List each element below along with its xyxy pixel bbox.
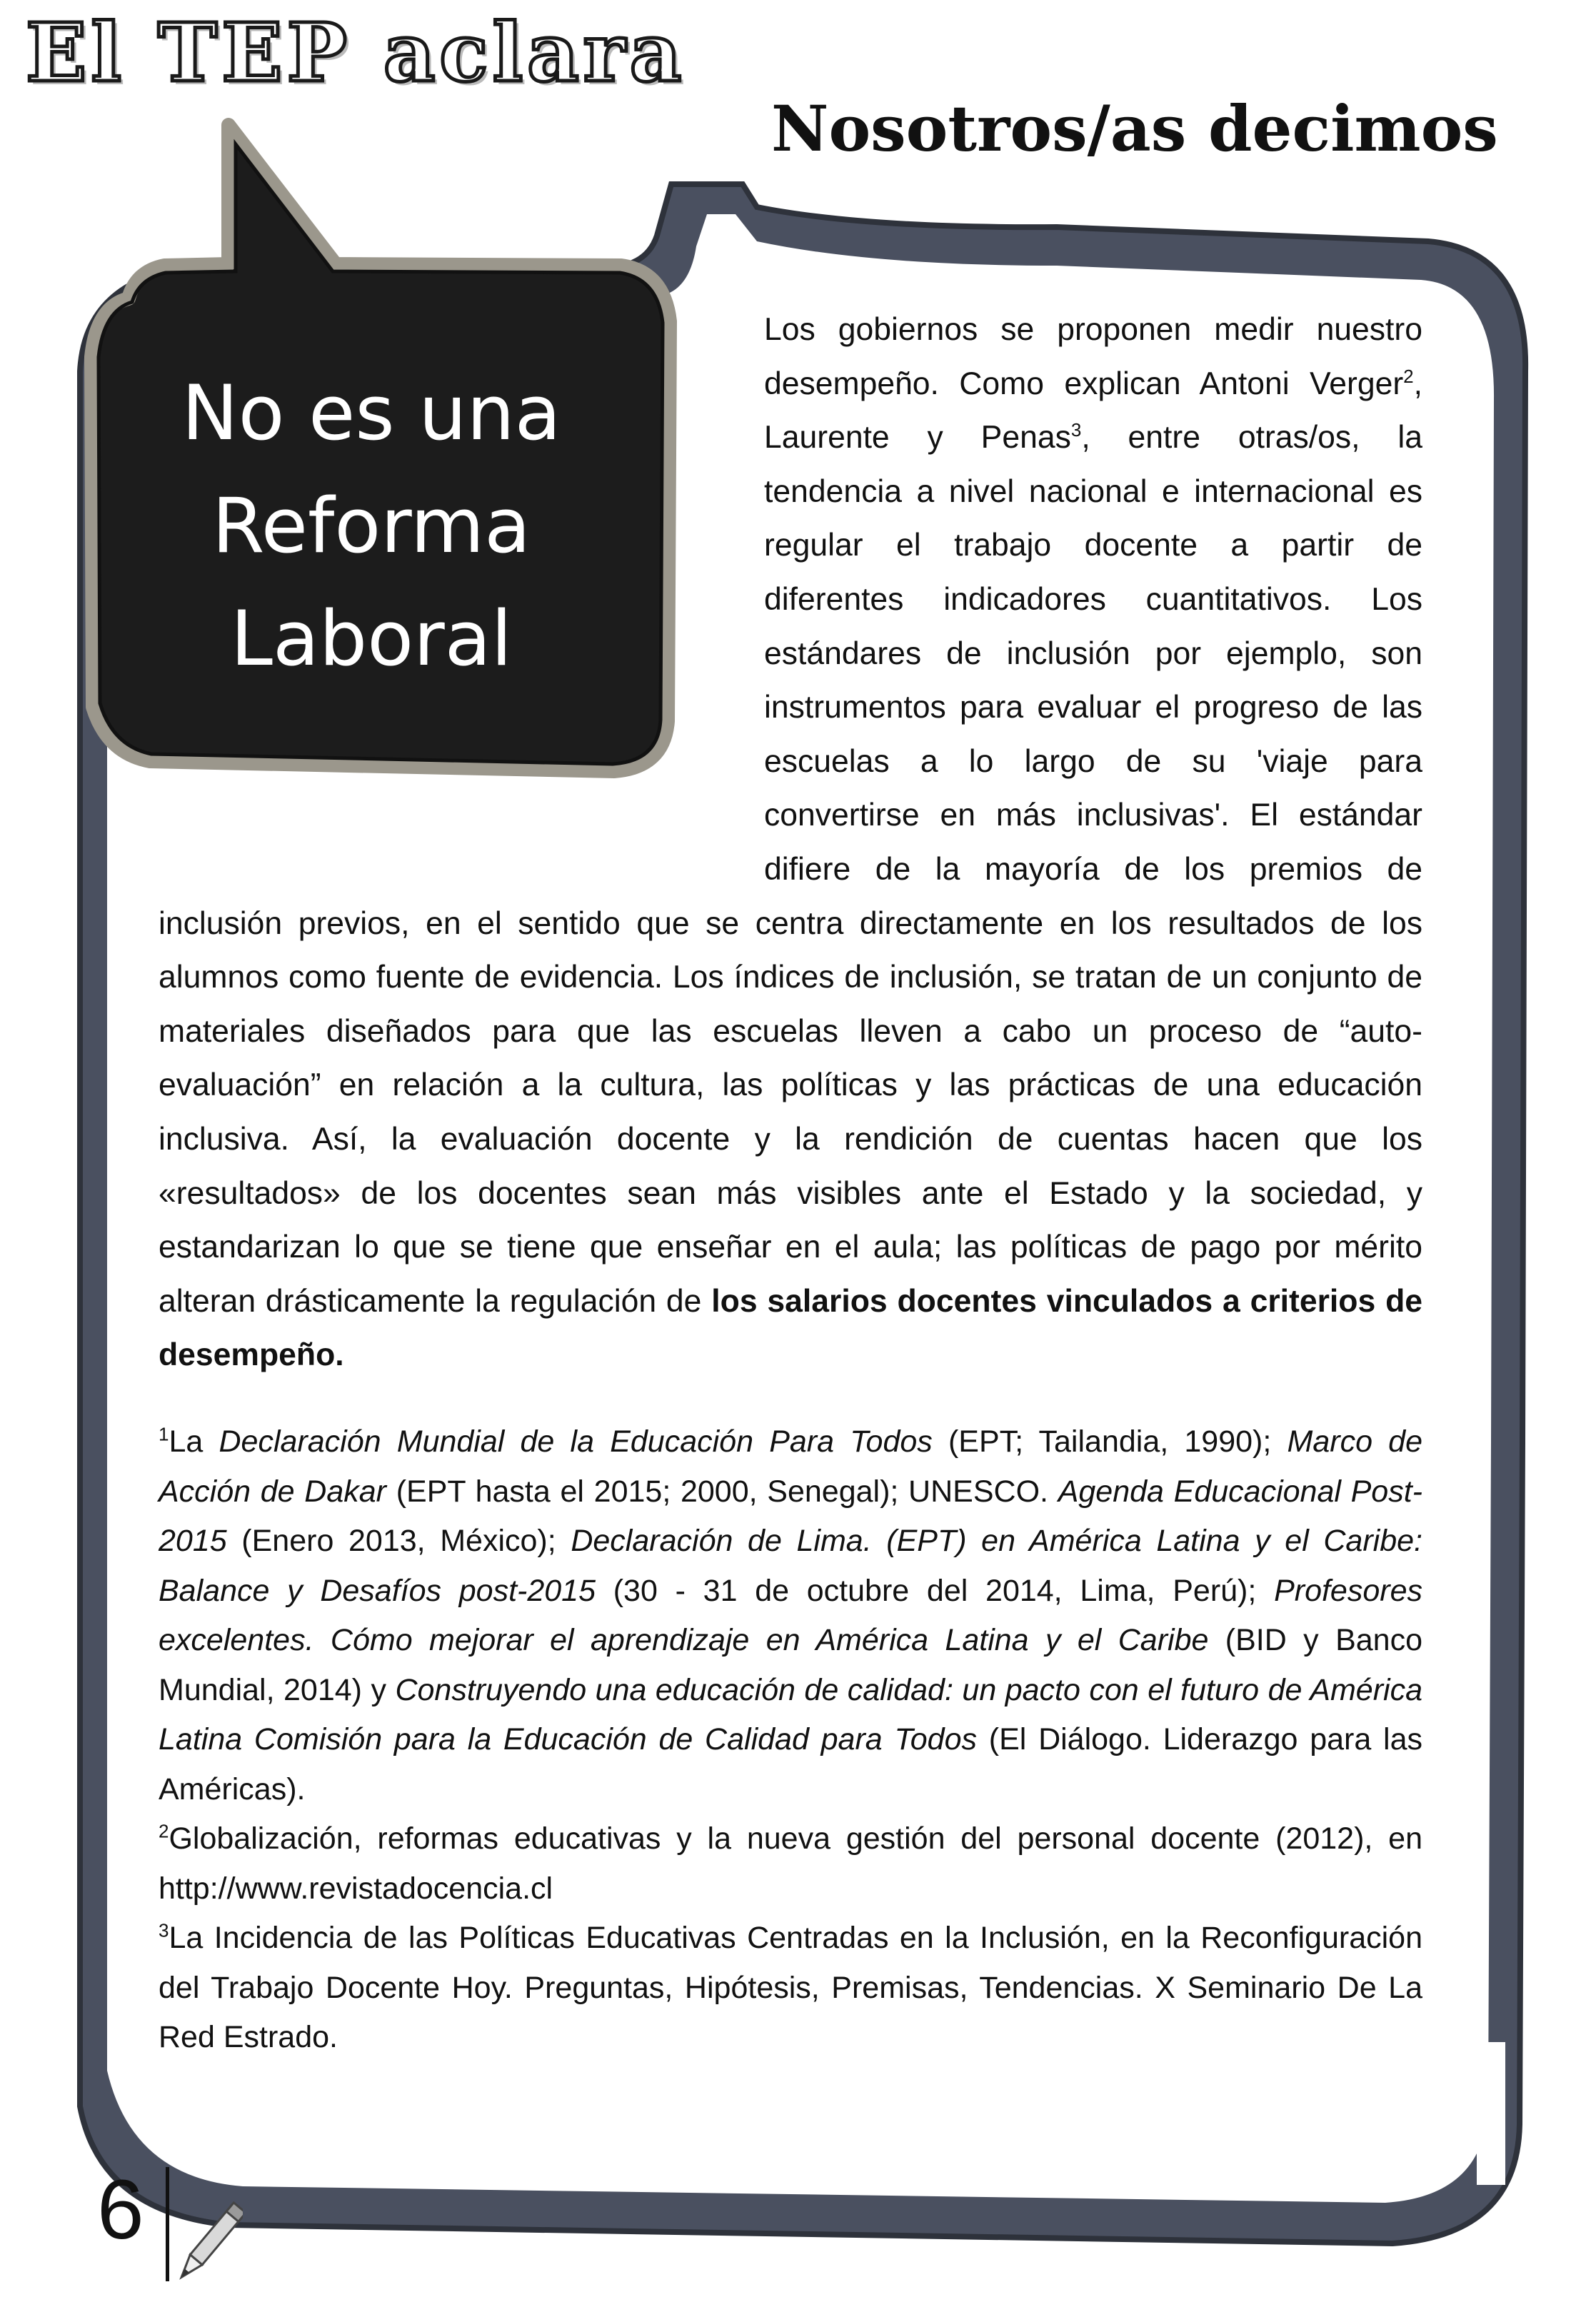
float-spacer: [159, 303, 764, 867]
footnote-text: (El Diálogo. Liderazgo para las Américas).: [159, 1722, 1422, 1806]
article-body: [159, 303, 1422, 1382]
footnote-title: Declaración de Lima. (EPT) en América Latina y el Caribe: Balance y Desafíos post-2015: [159, 1524, 1422, 1608]
article-text: Los gobiernos se proponen medir nuestro desempeño. Como explican Antoni Verger: [764, 312, 1422, 401]
footnote-title: Marco de Acción de Dakar: [159, 1424, 1423, 1509]
footnote-text: (EPT; Tailandia, 1990);: [932, 1424, 1288, 1459]
footnote-text: (BID y Banco Mundial, 2014) y: [159, 1623, 1422, 1707]
footnote-3: [159, 1914, 1422, 2063]
masthead-title: El TEP aclara: [26, 6, 686, 100]
footnote-2: [159, 1814, 1422, 1914]
footnote-title: Construyendo una educación de calidad: un pacto con el futuro de América Latina Comisión para la Educación de Calidad para Todos: [159, 1672, 1422, 1756]
footnote-ref: 3: [1070, 419, 1082, 441]
pencil-icon: [171, 2199, 243, 2292]
footnote-title: Declaración Mundial de la Educación Para Todos: [219, 1424, 933, 1459]
footnote-ref: 2: [1403, 365, 1414, 387]
footnote-title: Agenda Educacional Post-2015: [159, 1474, 1422, 1558]
footnote-text: Globalización, reformas educativas y la nueva gestión del personal docente (2012), en http://www.revistadocencia.cl: [159, 1821, 1422, 1906]
footnote-title: Profesores excelentes. Cómo mejorar el aprendizaje en América Latina y el Caribe: [159, 1573, 1422, 1657]
article-text: , entre otras/os, la tendencia a nivel nacional e internacional es regular el trabajo docente a partir de diferentes indicadores cuantitativos. Los estándares de inclusión por ejemplo, son instrumentos para evaluar el progreso de las escuelas a lo largo de su 'viaje para convertirse en más inclusivas'. El estándar difiere de la mayoría de los premios de inclusión previos, en el sentido que se centra directamente en los resultados de los alumnos como fuente de evidencia. Los índices de inclusión, se tratan de un conjunto de materiales diseñados para que las escuelas lleven a cabo un proceso de “auto-evaluación” en relación a la cultura, las políticas y las prácticas de una educación inclusiva. Así, la evaluación docente y la rendición de cuentas hacen que los «resultados» de los docentes sean más visibles ante el Estado y la sociedad, y estandarizan lo que se tiene que enseñar en el aula; las políticas de pago por mérito alteran drásticamente la regulación de: [159, 420, 1422, 1319]
footnote-number: 2: [159, 1820, 169, 1842]
article-text: , Laurente y Penas: [764, 366, 1422, 456]
callout-line: Laboral: [230, 595, 513, 683]
footnotes: [159, 1417, 1422, 2063]
callout-line: No es una: [181, 369, 561, 457]
footnote-text: (30 - 31 de octubre del 2014, Lima, Perú);: [596, 1573, 1275, 1608]
footnote-text: (EPT hasta el 2015; 2000, Senegal); UNESCO.: [386, 1474, 1058, 1509]
footnote-1: [159, 1417, 1422, 1814]
footnote-text: (Enero 2013, México);: [226, 1524, 571, 1558]
footnote-text: La: [169, 1424, 219, 1459]
page-number: 6: [97, 2163, 144, 2257]
section-title: Nosotros/as decimos: [771, 91, 1498, 166]
footnote-number: 3: [159, 1919, 169, 1941]
callout-line: Reforma: [211, 482, 531, 570]
footnote-text: La Incidencia de las Políticas Educativas Centradas en la Inclusión, en la Reconfiguración del Trabajo Docente Hoy. Preguntas, Hipótesis, Premisas, Tendencias. X Seminario De La Red Estrado.: [159, 1921, 1422, 2054]
article-bold-text: los salarios docentes vinculados a criterios de desempeño.: [159, 1283, 1422, 1373]
page-divider: [166, 2167, 169, 2281]
footnote-number: 1: [159, 1423, 169, 1445]
